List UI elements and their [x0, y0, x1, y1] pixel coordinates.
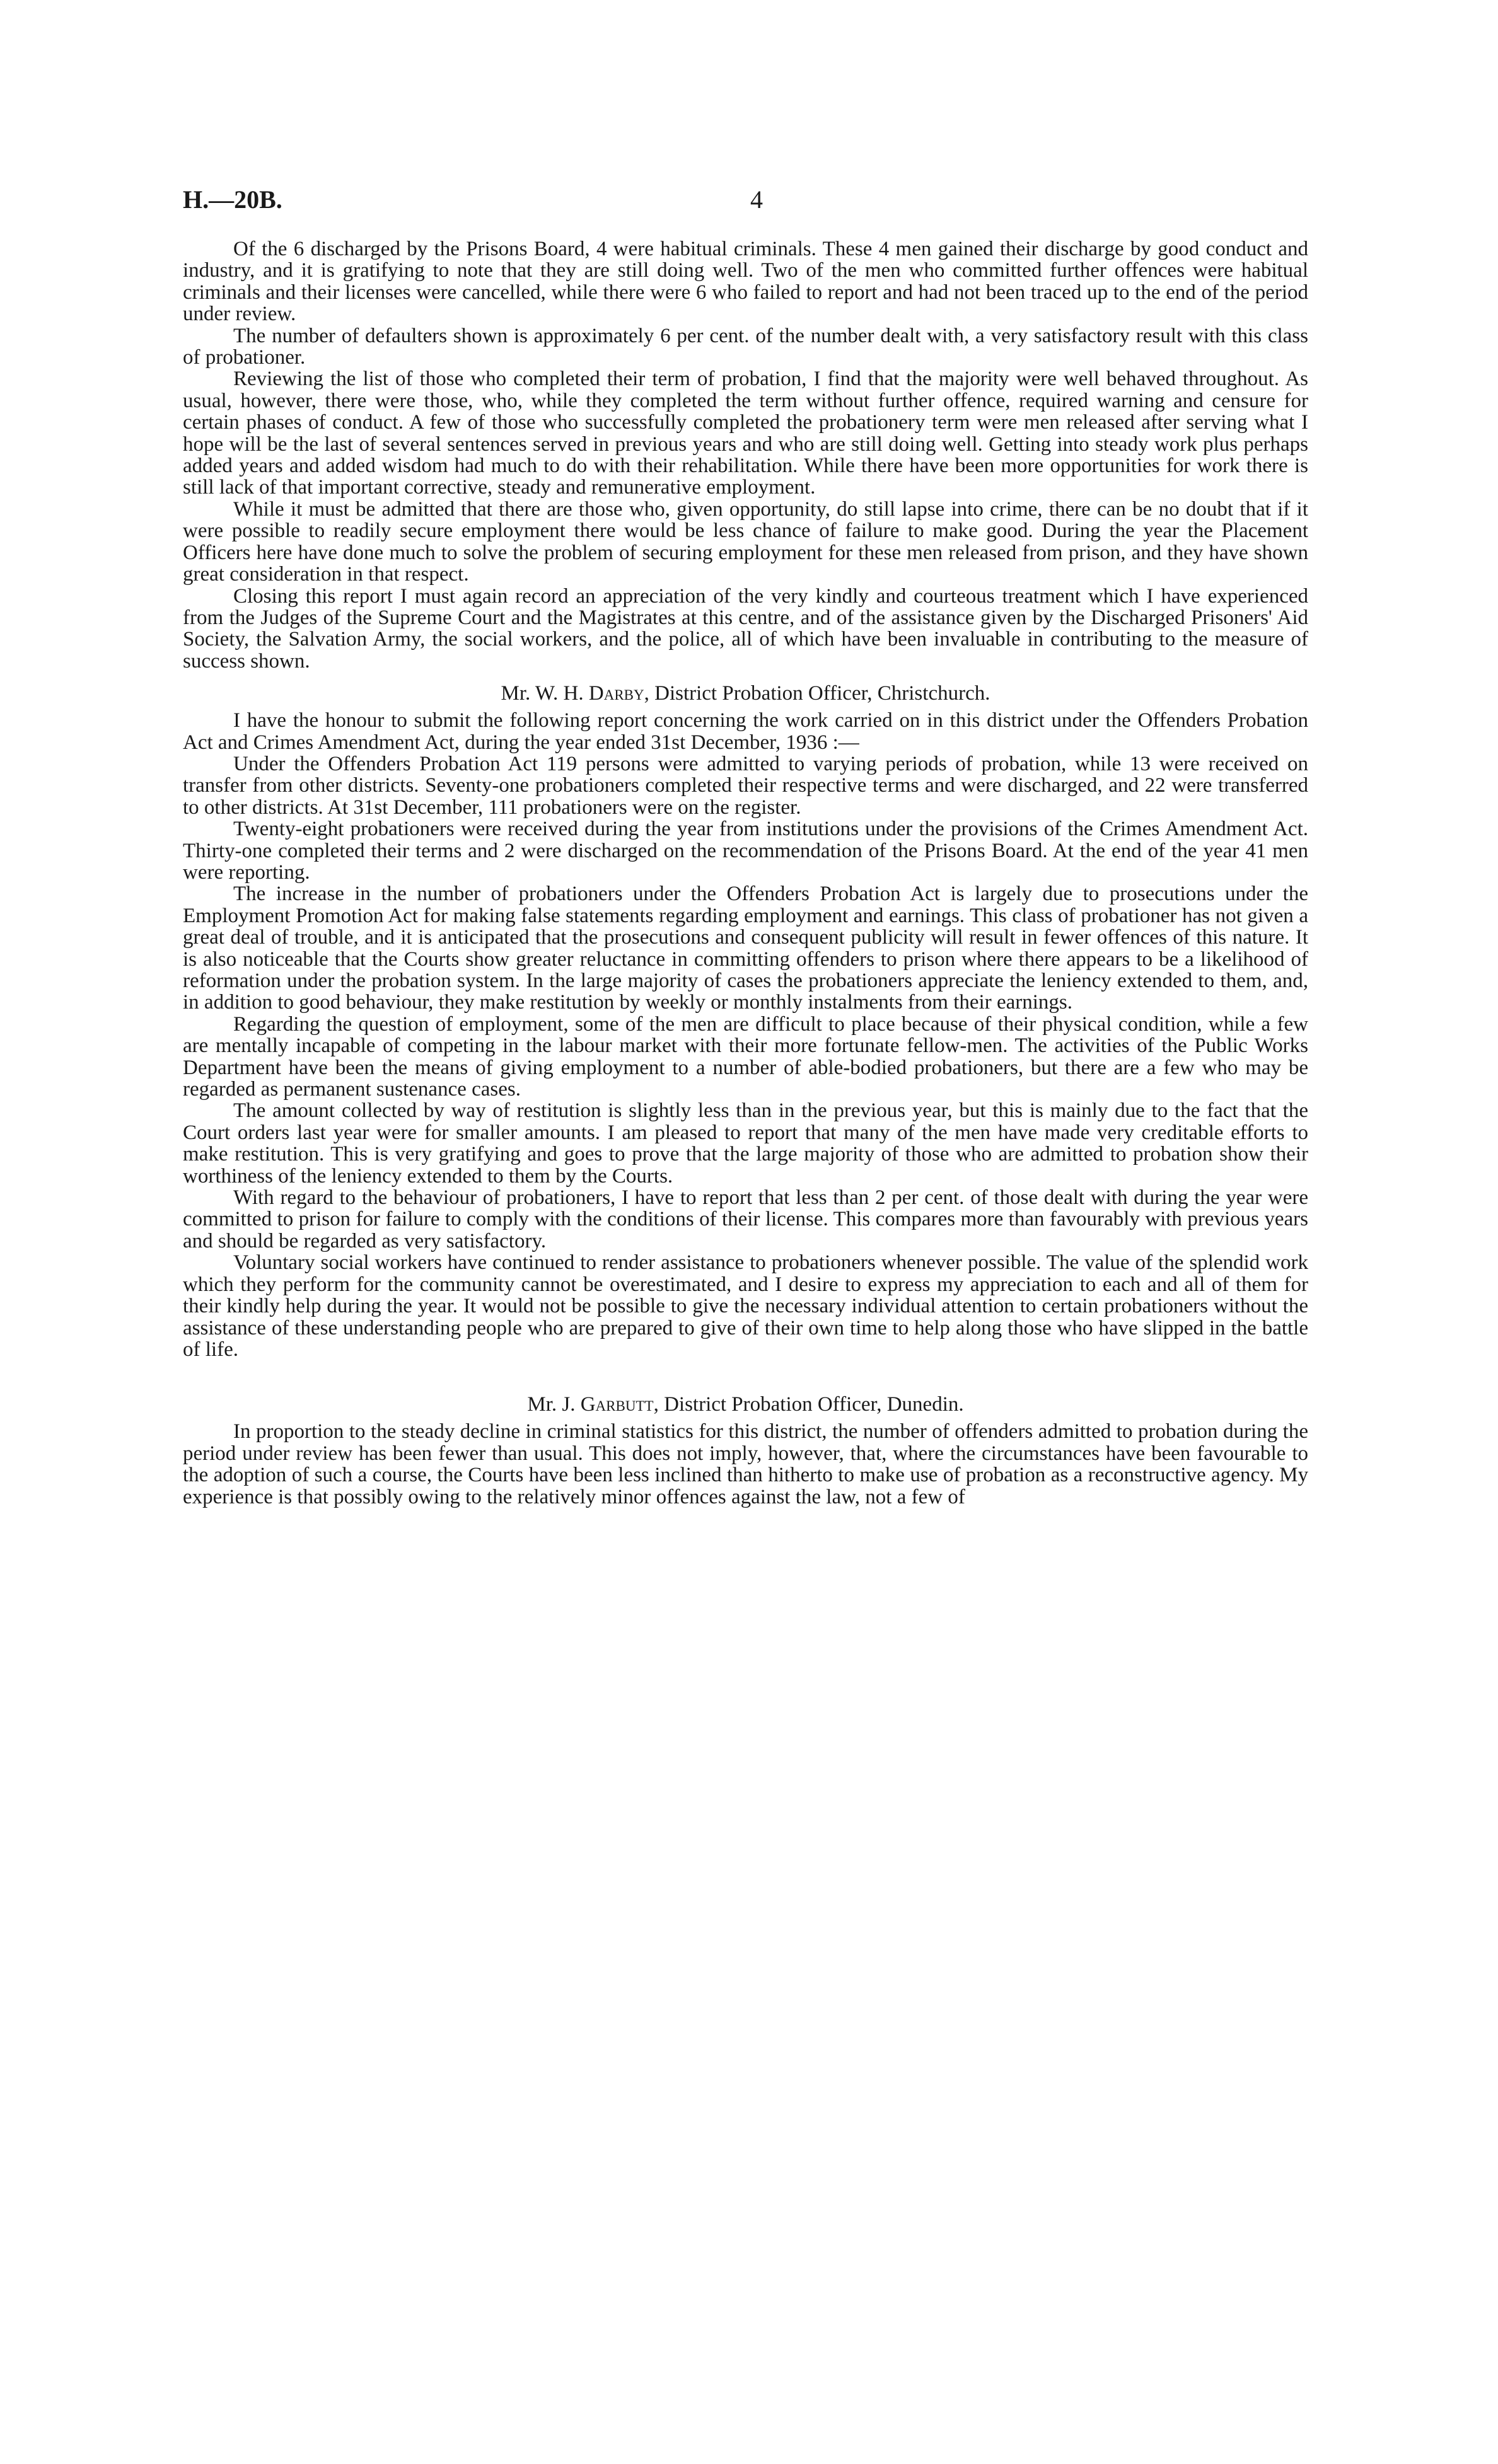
paragraph: Voluntary social workers have continued to render assistance to probationers whenever possible. The value of the splendid work which they perform for the community cannot be overestimated, and I desire to express my appreciation to each and all of them for their kindly help during the year. It would not be possible to give the necessary individual attention to certain probationers without the assistance of these understanding people who are prepared to give of their own time to help along those who have slipped in the battle of life.	[183, 1251, 1308, 1361]
paragraph: The amount collected by way of restitution is slightly less than in the previous year, but this is mainly due to the fact that the Court orders last year were for smaller amounts. I am pleased to report that many of the men have made very creditable efforts to make restitution. This is very gratifying and goes to prove that the large majority of those who are admitted to probation show their worthiness of the leniency extended to them by the Courts.	[183, 1099, 1308, 1188]
section-garbutt-report	[183, 1392, 1308, 1508]
paragraph: The number of defaulters shown is approximately 6 per cent. of the number dealt with, a very satisfactory result with this class of probationer.	[183, 324, 1308, 369]
page-number: 4	[750, 185, 763, 214]
heading-prefix: Mr. J.	[527, 1393, 581, 1416]
paragraph: While it must be admitted that there are those who, given opportunity, do still lapse into crime, there can be no doubt that if it were possible to readily secure employment there would be less chance of failure to make good. During the year the Placement Officers here have done much to solve the problem of securing employment for these men released from prison, and they have shown great consideration in that respect.	[183, 497, 1308, 586]
section-heading	[183, 1392, 1308, 1417]
paragraph: Reviewing the list of those who completed their term of probation, I find that the majority were well behaved throughout. As usual, however, there were those, who, while they completed the term without further offence, required warning and censure for certain phases of conduct. A few of those who successfully completed the probationery term were men released after serving what I hope will be the last of several sentences served in previous years and who are still doing well. Getting into steady work plus perhaps added years and added wisdom had much to do with their rehabilitation. While there have been more opportunities for work there is still lack of that important corrective, steady and remunerative employment.	[183, 367, 1308, 499]
heading-suffix: , District Probation Officer, Christchurch.	[644, 682, 990, 705]
section-continued-report	[183, 238, 1308, 672]
heading-suffix: , District Probation Officer, Dunedin.	[653, 1393, 964, 1416]
page-header	[183, 185, 1308, 227]
document-page	[183, 185, 1308, 1508]
document-id: H.—20B.	[183, 185, 282, 214]
paragraph: Under the Offenders Probation Act 119 persons were admitted to varying periods of probation, while 13 were received on transfer from other districts. Seventy-one probationers completed their respective terms and were discharged, and 22 were transferred to other districts. At 31st December, 111 probationers were on the register.	[183, 752, 1308, 819]
paragraph: Regarding the question of employment, some of the men are difficult to place because of their physical condition, while a few are mentally incapable of competing in the labour market with their more fortunate fellow-men. The activities of the Public Works Department have been the means of giving employment to a number of able-bodied probationers, but there are a few who may be regarded as permanent sustenance cases.	[183, 1012, 1308, 1101]
paragraph: With regard to the behaviour of probationers, I have to report that less than 2 per cent. of those dealt with during the year were committed to prison for failure to comply with the conditions of their license. This compares more than favourably with previous years and should be regarded as very satisfactory.	[183, 1186, 1308, 1252]
paragraph: Of the 6 discharged by the Prisons Board, 4 were habitual criminals. These 4 men gained their discharge by good conduct and industry, and it is gratifying to note that they are still doing well. Two of the men who committed further offences were habitual criminals and their licenses were cancelled, while there were 6 who failed to report and had not been traced up to the end of the period under review.	[183, 238, 1308, 326]
paragraph: In proportion to the steady decline in criminal statistics for this district, the number of offenders admitted to probation during the period under review has been fewer than usual. This does not imply, however, that, where the circumstances have been favourable to the adoption of such a course, the Courts have been less inclined than hitherto to make use of probation as a reconstructive agency. My experience is that possibly owing to the relatively minor offences against the law, not a few of	[183, 1420, 1308, 1508]
paragraph: The increase in the number of probationers under the Offenders Probation Act is largely due to prosecutions under the Employment Promotion Act for making false statements regarding employment and earnings. This class of probationer has not given a great deal of trouble, and it is anticipated that the prosecutions and consequent publicity will result in fewer offences of this nature. It is also noticeable that the Courts show greater reluctance in committing offenders to prison where there appears to be a likelihood of reformation under the probation system. In the large majority of cases the probationers appreciate the leniency extended to them, and, in addition to good behaviour, they make restitution by weekly or monthly instalments from their earnings.	[183, 882, 1308, 1014]
paragraph: I have the honour to submit the following report concerning the work carried on in this district under the Offenders Probation Act and Crimes Amendment Act, during the year ended 31st December, 1936 :—	[183, 709, 1308, 754]
paragraph: Closing this report I must again record an appreciation of the very kindly and courteous treatment which I have experienced from the Judges of the Supreme Court and the Magistrates at this centre, and of the assistance given by the Discharged Prisoners' Aid Society, the Salvation Army, the social workers, and the police, all of which have been invaluable in contributing to the measure of success shown.	[183, 584, 1308, 673]
heading-prefix: Mr. W. H.	[501, 682, 589, 705]
section-darby-report	[183, 681, 1308, 1360]
heading-name: Garbutt	[580, 1393, 654, 1416]
section-heading	[183, 681, 1308, 706]
heading-name: Darby	[588, 682, 644, 705]
paragraph: Twenty-eight probationers were received during the year from institutions under the provisions of the Crimes Amendment Act. Thirty-one completed their terms and 2 were discharged on the recommendation of the Prisons Board. At the end of the year 41 men were reporting.	[183, 818, 1308, 884]
